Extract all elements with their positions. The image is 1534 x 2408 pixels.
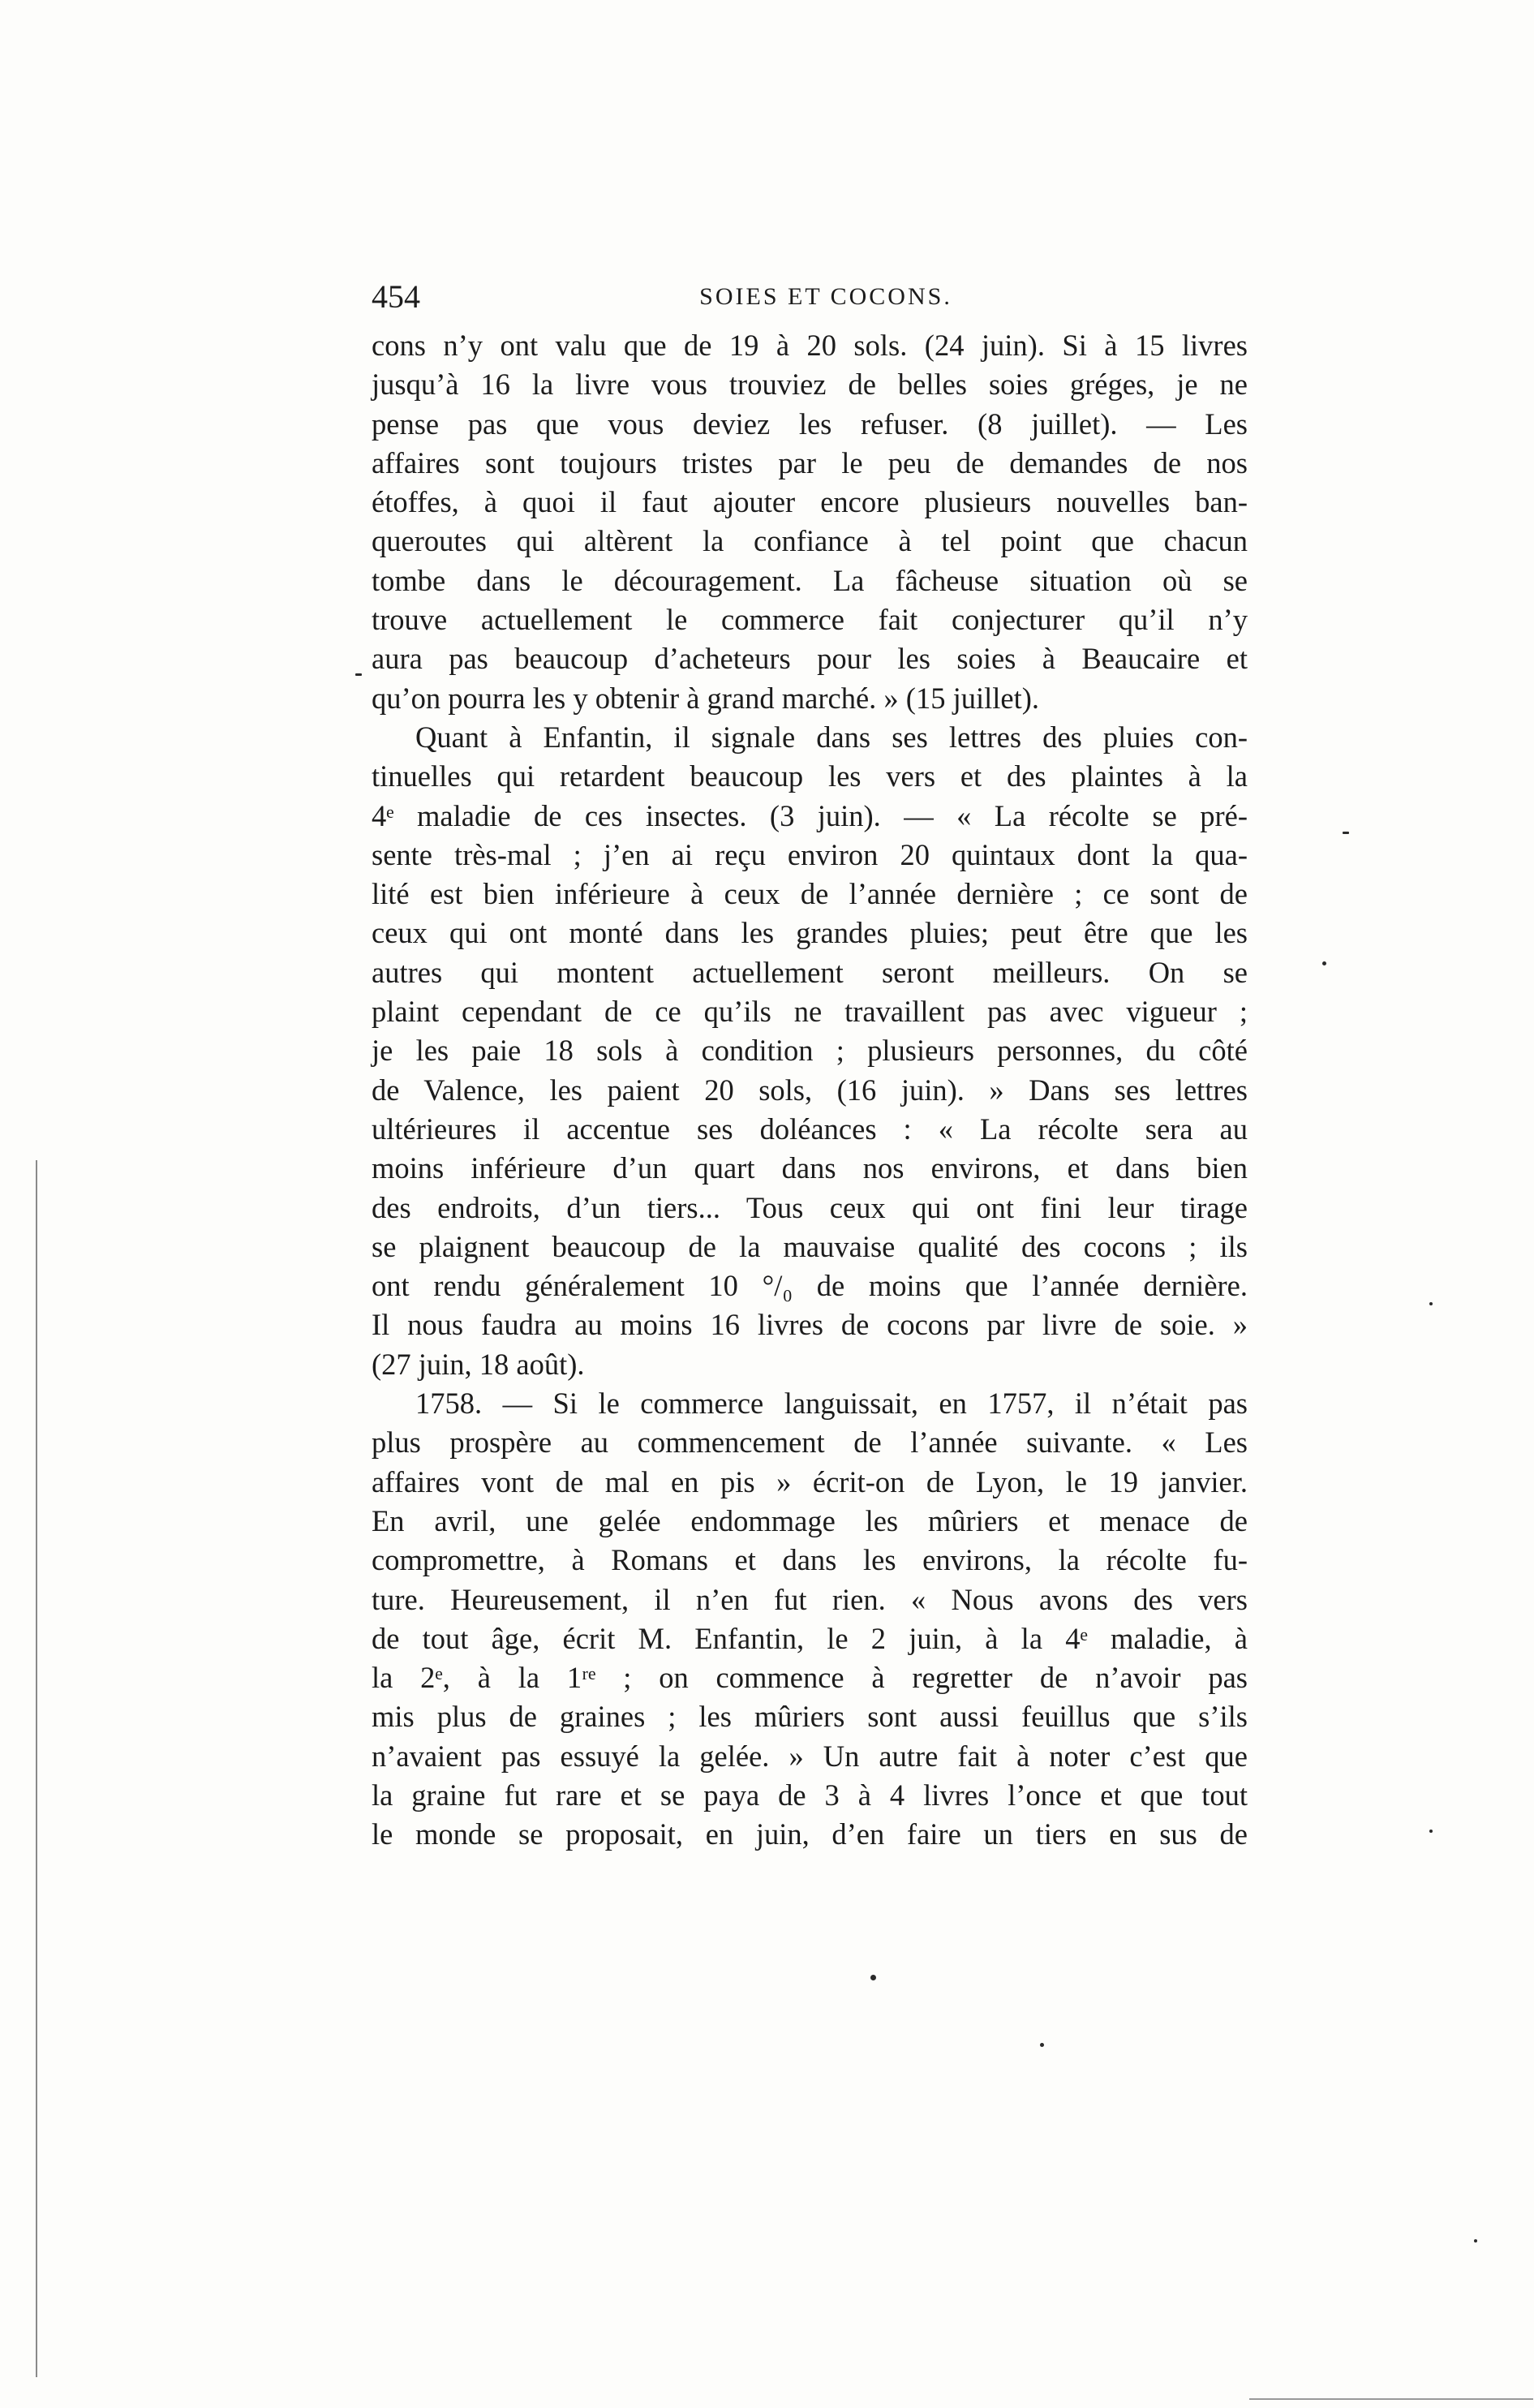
body-text: [372, 326, 1248, 1855]
text-line: 1758. — Si le commerce languissait, en 1757, il n’était pas: [415, 1387, 1248, 1421]
text-line: moins inférieure d’un quart dans nos environs, et dans bien: [372, 1151, 1248, 1185]
text-line: jusqu’à 16 la livre vous trouviez de belles soies gréges, je ne: [372, 368, 1248, 402]
text-line: ceux qui ont monté dans les grandes pluies; peut être que les: [372, 916, 1248, 950]
text-line: pense pas que vous deviez les refuser. (8 juillet). — Les: [372, 406, 1248, 441]
running-title: SOIES ET COCONS.: [699, 283, 952, 310]
ink-speck: [1429, 1302, 1433, 1305]
text-line: étoffes, à quoi il faut ajouter encore plusieurs nouvelles ban-: [372, 485, 1248, 519]
text-line: ultérieures il accentue ses doléances : « La récolte sera au: [372, 1112, 1248, 1146]
ink-speck: [1429, 1830, 1433, 1833]
text-line: queroutes qui altèrent la confiance à tel point que chacun: [372, 524, 1248, 558]
text-line: ture. Heureusement, il n’en fut rien. « Nous avons des vers: [372, 1582, 1248, 1616]
text-line: sente très-mal ; j’en ai reçu environ 20 quintaux dont la qua-: [372, 837, 1248, 871]
text-line: En avril, une gelée endommage les mûriers et menace de: [372, 1503, 1248, 1537]
text-line: tombe dans le découragement. La fâcheuse situation où se: [372, 563, 1248, 597]
text-line: trouve actuellement le commerce fait conjecturer qu’il n’y: [372, 603, 1248, 637]
text-line: la 2ᵉ, à la 1ʳᵉ ; on commence à regretter de n’avoir pas: [372, 1661, 1248, 1695]
text-line: qu’on pourra les y obtenir à grand marché. » (15 juillet).: [372, 681, 1040, 715]
text-line: plus prospère au commencement de l’année suivante. « Les: [372, 1425, 1248, 1460]
text-line: affaires sont toujours tristes par le peu de demandes de nos: [372, 445, 1248, 479]
text-line: se plaignent beaucoup de la mauvaise qualité des cocons ; ils: [372, 1229, 1248, 1263]
text-line: affaires vont de mal en pis » écrit-on de Lyon, le 19 janvier.: [372, 1464, 1248, 1499]
text-line: des endroits, d’un tiers... Tous ceux qui ont fini leur tirage: [372, 1190, 1248, 1224]
text-line: la graine fut rare et se paya de 3 à 4 livres l’once et que tout: [372, 1778, 1248, 1812]
ink-speck: [870, 1975, 876, 1980]
text-line: compromettre, à Romans et dans les environs, la récolte fu-: [372, 1543, 1248, 1577]
ink-speck: [1322, 961, 1326, 965]
text-line: mis plus de graines ; les mûriers sont aussi feuillus que s’ils: [372, 1700, 1248, 1734]
scan-edge-line-bottom: [1249, 2398, 1533, 2400]
text-line: ont rendu généralement 10 °/₀ de moins que l’année dernière.: [372, 1269, 1248, 1303]
ink-speck: [1343, 832, 1349, 834]
text-line: de tout âge, écrit M. Enfantin, le 2 juin, à la 4ᵉ maladie, à: [372, 1621, 1248, 1655]
text-line: de Valence, les paient 20 sols, (16 juin). » Dans ses lettres: [372, 1073, 1248, 1107]
text-line: Quant à Enfantin, il signale dans ses lettres des pluies con-: [415, 720, 1248, 754]
text-line: lité est bien inférieure à ceux de l’année dernière ; ce sont de: [372, 877, 1248, 911]
text-line: aura pas beaucoup d’acheteurs pour les soies à Beaucaire et: [372, 642, 1248, 676]
text-line: tinuelles qui retardent beaucoup les vers et des plaintes à la: [372, 759, 1248, 793]
text-line: Il nous faudra au moins 16 livres de cocons par livre de soie. »: [372, 1308, 1248, 1342]
ink-speck: [355, 673, 362, 676]
text-line: plaint cependant de ce qu’ils ne travaillent pas avec vigueur ;: [372, 995, 1248, 1029]
page-number: 454: [372, 278, 420, 315]
text-line: n’avaient pas essuyé la gelée. » Un autre fait à noter c’est que: [372, 1739, 1248, 1773]
text-line: le monde se proposait, en juin, d’en faire un tiers en sus de: [372, 1817, 1248, 1851]
ink-speck: [1040, 2043, 1044, 2047]
text-line: 4ᵉ maladie de ces insectes. (3 juin). — « La récolte se pré-: [372, 798, 1248, 832]
scan-edge-line: [36, 1160, 37, 2377]
running-head: [372, 273, 1241, 321]
text-line: je les paie 18 sols à condition ; plusieurs personnes, du côté: [372, 1034, 1248, 1068]
text-line: cons n’y ont valu que de 19 à 20 sols. (24 juin). Si à 15 livres: [372, 329, 1248, 362]
text-line: (27 juin, 18 août).: [372, 1347, 585, 1381]
text-line: autres qui montent actuellement seront meilleurs. On se: [372, 955, 1248, 989]
ink-speck: [1474, 2239, 1477, 2242]
